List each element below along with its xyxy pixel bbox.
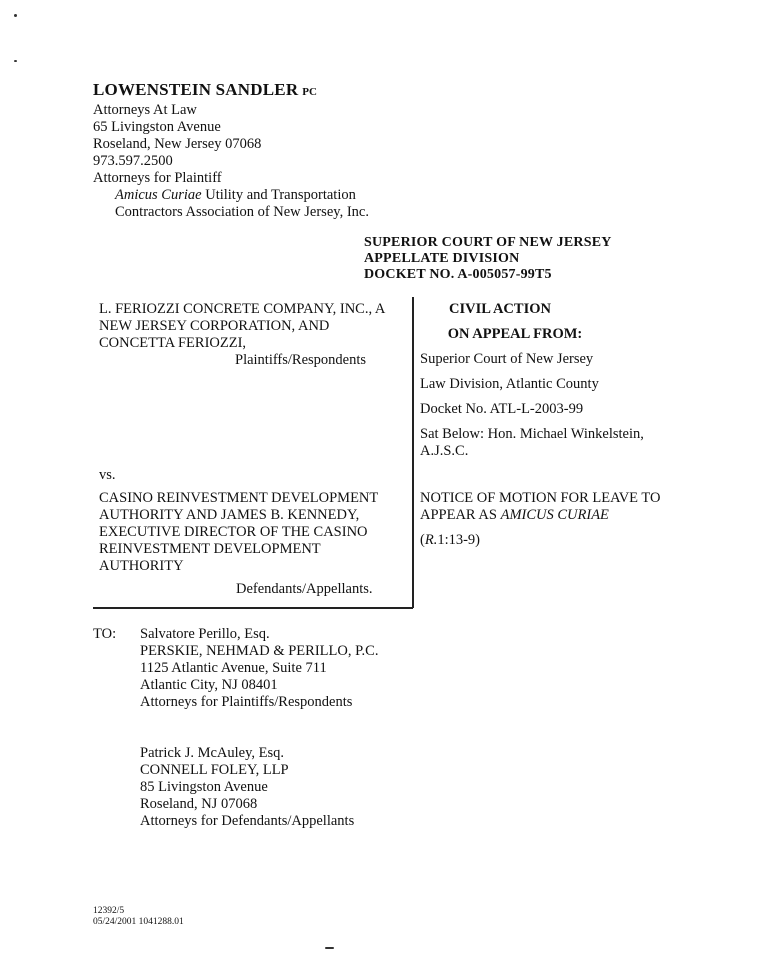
firm-line: Attorneys At Law	[93, 102, 197, 118]
sat-below: Sat Below: Hon. Michael Winkelstein,	[420, 426, 644, 442]
recipient-line: Attorneys for Plaintiffs/Respondents	[140, 694, 353, 710]
recipient-1	[140, 626, 378, 711]
notice-line-2	[420, 507, 700, 524]
caption-horizontal-rule	[93, 607, 413, 609]
recipient-line: Roseland, NJ 07068	[140, 796, 258, 812]
recipient-line: CONNELL FOLEY, LLP	[140, 762, 289, 778]
court-division: APPELLATE DIVISION	[364, 251, 520, 266]
notice-line-1: NOTICE OF MOTION FOR LEAVE TO	[420, 490, 661, 506]
defendant-line: AUTHORITY AND JAMES B. KENNEDY,	[99, 507, 360, 523]
scan-speck	[14, 14, 17, 17]
amicus-line-2: Contractors Association of New Jersey, Inc.	[115, 204, 369, 220]
firm-line: Roseland, New Jersey 07068	[93, 136, 262, 152]
docket-below: Docket No. ATL-L-2003-99	[420, 401, 584, 417]
notice-plain: APPEAR AS	[420, 507, 501, 523]
to-label: TO:	[93, 626, 117, 642]
recipient-2	[140, 745, 354, 830]
recipient-line: Atlantic City, NJ 08401	[140, 677, 278, 693]
caption-vertical-rule	[412, 297, 414, 608]
civil-action: CIVIL ACTION	[449, 301, 551, 317]
firm-suffix: PC	[302, 86, 317, 98]
scan-speck	[325, 947, 334, 949]
defendant-line: CASINO REINVESTMENT DEVELOPMENT	[99, 490, 379, 506]
docket-number: DOCKET NO. A-005057-99T5	[364, 267, 552, 282]
document-code: 05/24/2001 1041288.01	[93, 917, 184, 927]
rule-rest: 1:13-9)	[437, 532, 481, 548]
scan-speck	[14, 60, 17, 62]
caption-left	[99, 301, 404, 369]
court-below: Superior Court of New Jersey	[420, 351, 594, 367]
versus: vs.	[99, 467, 116, 483]
court-name: SUPERIOR COURT OF NEW JERSEY	[364, 235, 612, 250]
firm-line: 65 Livingston Avenue	[93, 119, 221, 135]
recipient-line: Patrick J. McAuley, Esq.	[140, 745, 285, 761]
plaintiff-line: L. FERIOZZI CONCRETE COMPANY, INC., A	[99, 301, 386, 317]
recipient-line: 1125 Atlantic Avenue, Suite 711	[140, 660, 327, 676]
recipient-line: Salvatore Perillo, Esq.	[140, 626, 270, 642]
plaintiff-line: NEW JERSEY CORPORATION, AND	[99, 318, 330, 334]
caption-defendants	[99, 490, 404, 598]
firm-line: Attorneys for Plaintiff	[93, 170, 222, 186]
defendant-line: REINVESTMENT DEVELOPMENT	[99, 541, 321, 557]
matter-code: 12392/5	[93, 906, 125, 916]
plaintiffs-role: Plaintiffs/Respondents	[235, 352, 367, 368]
firm-header	[93, 80, 369, 221]
caption-right	[420, 301, 690, 460]
motion-title	[420, 490, 700, 549]
document-footer	[93, 906, 184, 928]
firm-line: 973.597.2500	[93, 153, 173, 169]
on-appeal-from: ON APPEAL FROM:	[447, 326, 583, 342]
recipient-line: 85 Livingston Avenue	[140, 779, 268, 795]
amicus-rest: Utility and Transportation	[201, 187, 356, 203]
defendants-role: Defendants/Appellants.	[236, 581, 373, 597]
rule-italic: R.	[424, 532, 438, 548]
notice-italic: AMICUS CURIAE	[500, 507, 609, 523]
firm-name: LOWENSTEIN SANDLER	[93, 80, 299, 99]
plaintiff-line: CONCETTA FERIOZZI,	[99, 335, 247, 351]
recipient-line: Attorneys for Defendants/Appellants	[140, 813, 355, 829]
division-below: Law Division, Atlantic County	[420, 376, 599, 392]
recipient-line: PERSKIE, NEHMAD & PERILLO, P.C.	[140, 643, 379, 659]
firm-title	[93, 80, 369, 102]
court-block	[364, 235, 612, 283]
rule-open: (	[420, 532, 425, 548]
defendant-line: AUTHORITY	[99, 558, 184, 574]
amicus-line	[93, 187, 369, 204]
sat-below-title: A.J.S.C.	[420, 443, 469, 459]
amicus-italic: Amicus Curiae	[115, 187, 202, 203]
defendant-line: EXECUTIVE DIRECTOR OF THE CASINO	[99, 524, 368, 540]
rule-citation	[420, 532, 700, 549]
